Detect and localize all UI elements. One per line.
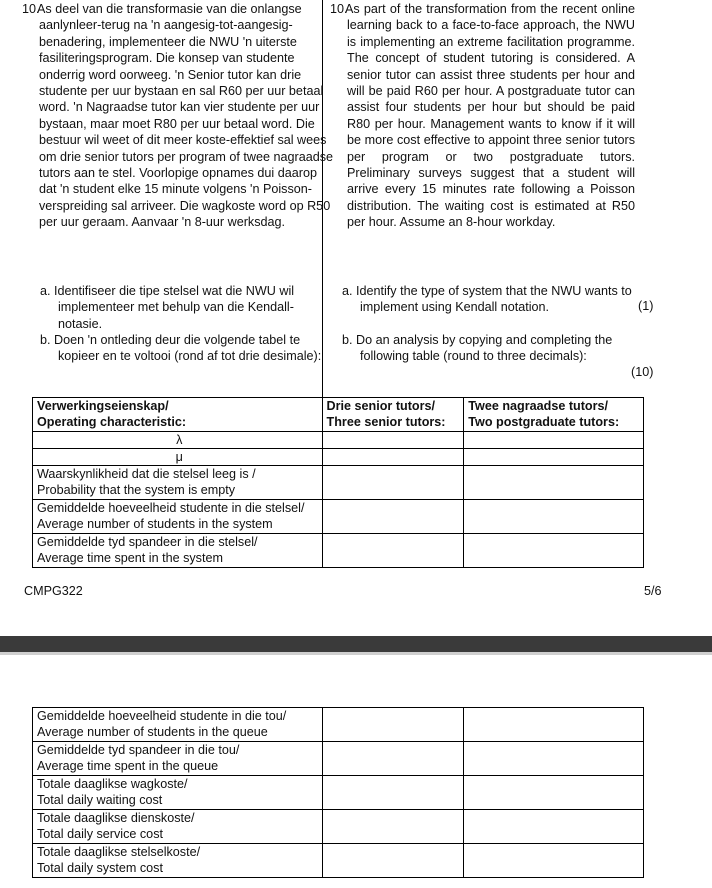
answer-cell[interactable] bbox=[322, 534, 464, 568]
subquestion-a-en: a. Identify the type of system that the NWU wants to implement using Kendall notation. bbox=[342, 284, 632, 315]
question-number-en: 10. bbox=[330, 2, 348, 16]
row-label: Gemiddelde hoeveelheid studente in die tou/ Average number of students in the queue bbox=[33, 708, 323, 742]
answer-cell[interactable] bbox=[464, 500, 644, 534]
table-row-lambda bbox=[33, 432, 644, 449]
question-english bbox=[330, 1, 635, 231]
answer-cell[interactable] bbox=[322, 810, 464, 844]
question-number-af: 10. bbox=[22, 2, 40, 16]
answer-cell[interactable] bbox=[322, 776, 464, 810]
table-row bbox=[33, 844, 644, 878]
answer-cell[interactable] bbox=[322, 466, 464, 500]
course-code: CMPG322 bbox=[24, 584, 83, 598]
answer-cell[interactable] bbox=[464, 708, 644, 742]
answer-cell[interactable] bbox=[322, 449, 464, 466]
table-row bbox=[33, 534, 644, 568]
page-separator-shadow bbox=[0, 652, 712, 655]
table-row bbox=[33, 500, 644, 534]
answer-cell[interactable] bbox=[464, 776, 644, 810]
header-two-postgraduate-tutors: Twee nagraadse tutors/ Two postgraduate tutors: bbox=[464, 398, 644, 432]
analysis-table bbox=[32, 397, 644, 568]
question-afrikaans bbox=[22, 1, 335, 231]
table-row bbox=[33, 810, 644, 844]
row-label: Gemiddelde tyd spandeer in die stelsel/ Average time spent in the system bbox=[33, 534, 323, 568]
answer-cell[interactable] bbox=[464, 466, 644, 500]
answer-cell[interactable] bbox=[464, 432, 644, 449]
table-row bbox=[33, 466, 644, 500]
table-row bbox=[33, 742, 644, 776]
answer-cell[interactable] bbox=[322, 500, 464, 534]
answer-cell[interactable] bbox=[464, 810, 644, 844]
table-row-mu bbox=[33, 449, 644, 466]
table-row bbox=[33, 708, 644, 742]
answer-cell[interactable] bbox=[464, 534, 644, 568]
row-label: Totale daaglikse dienskoste/ Total daily service cost bbox=[33, 810, 323, 844]
lambda-label: λ bbox=[33, 432, 323, 449]
table-header-row bbox=[33, 398, 644, 432]
subquestion-b-en: b. Do an analysis by copying and completing the following table (round to three decimals): bbox=[342, 333, 613, 364]
answer-cell[interactable] bbox=[322, 844, 464, 878]
row-label: Totale daaglikse stelselkoste/ Total daily system cost bbox=[33, 844, 323, 878]
answer-cell[interactable] bbox=[322, 708, 464, 742]
header-operating-characteristic: Verwerkingseienskap/ Operating characteristic: bbox=[33, 398, 323, 432]
mu-label: μ bbox=[33, 449, 323, 466]
subquestion-a-marks: (1) bbox=[638, 299, 654, 313]
row-label: Totale daaglikse wagkoste/ Total daily waiting cost bbox=[33, 776, 323, 810]
question-text-en: As part of the transformation from the recent online learning back to a face-to-face approach, the NWU is implementing an extreme facilitation programme. The concept of student tutoring is considered. A senior tutor can assist three students per hour and will be paid R60 per hour. A postgraduate tutor can assist four students per hour but should be paid R80 per hour. Management wants to know if it will be more cost effective to appoint three senior tutors per program or two postgraduate tutors. Preliminary surveys suggest that a student will arrive every 15 minutes rate following a Poisson distribution. The waiting cost is estimated at R50 per hour. Assume an 8-hour workday. bbox=[345, 2, 635, 230]
question-text-af: As deel van die transformasie van die onlangse aanlynleer-terug na 'n aangesig-tot-aangesig-benadering, implementeer die NWU 'n uiterste fasiliteringsprogram. Die konsep van studente onderrig word oorweeg. 'n Senior tutor kan drie studente per uur bystaan en sal R60 per uur betaal word. 'n Nagraadse tutor kan vier studente per uur bystaan, maar moet R80 per uur betaal word. Die bestuur wil weet of dit meer koste-effektief sal wees om drie senior tutors per program of twee nagraadse tutors aan te stel. Voorlopige opnames dui daarop dat 'n student elke 15 minute volgens 'n Poisson-verspreiding sal arriveer. Die wagkoste word op R50 per uur geraam. Aanvaar 'n 8-uur werksdag. bbox=[37, 2, 334, 230]
answer-cell[interactable] bbox=[464, 449, 644, 466]
row-label: Waarskynlikheid dat die stelsel leeg is / Probability that the system is empty bbox=[33, 466, 323, 500]
page-number: 5/6 bbox=[644, 584, 662, 598]
answer-cell[interactable] bbox=[322, 742, 464, 776]
page-separator bbox=[0, 636, 712, 652]
answer-cell[interactable] bbox=[464, 742, 644, 776]
subquestion-b-marks: (10) bbox=[631, 365, 654, 379]
subquestion-a-af: a. Identifiseer die tipe stelsel wat die NWU wil implementeer met behulp van die Kendall-notasie. bbox=[40, 284, 295, 331]
answer-cell[interactable] bbox=[322, 432, 464, 449]
answer-cell[interactable] bbox=[464, 844, 644, 878]
row-label: Gemiddelde hoeveelheid studente in die stelsel/ Average number of students in the system bbox=[33, 500, 323, 534]
analysis-table-continued bbox=[32, 707, 644, 878]
table-row bbox=[33, 776, 644, 810]
header-three-senior-tutors: Drie senior tutors/ Three senior tutors: bbox=[322, 398, 464, 432]
row-label: Gemiddelde tyd spandeer in die tou/ Average time spent in the queue bbox=[33, 742, 323, 776]
subquestion-b-af: b. Doen 'n ontleding deur die volgende tabel te kopieer en te voltooi (rond af tot drie desimale): bbox=[40, 333, 322, 364]
